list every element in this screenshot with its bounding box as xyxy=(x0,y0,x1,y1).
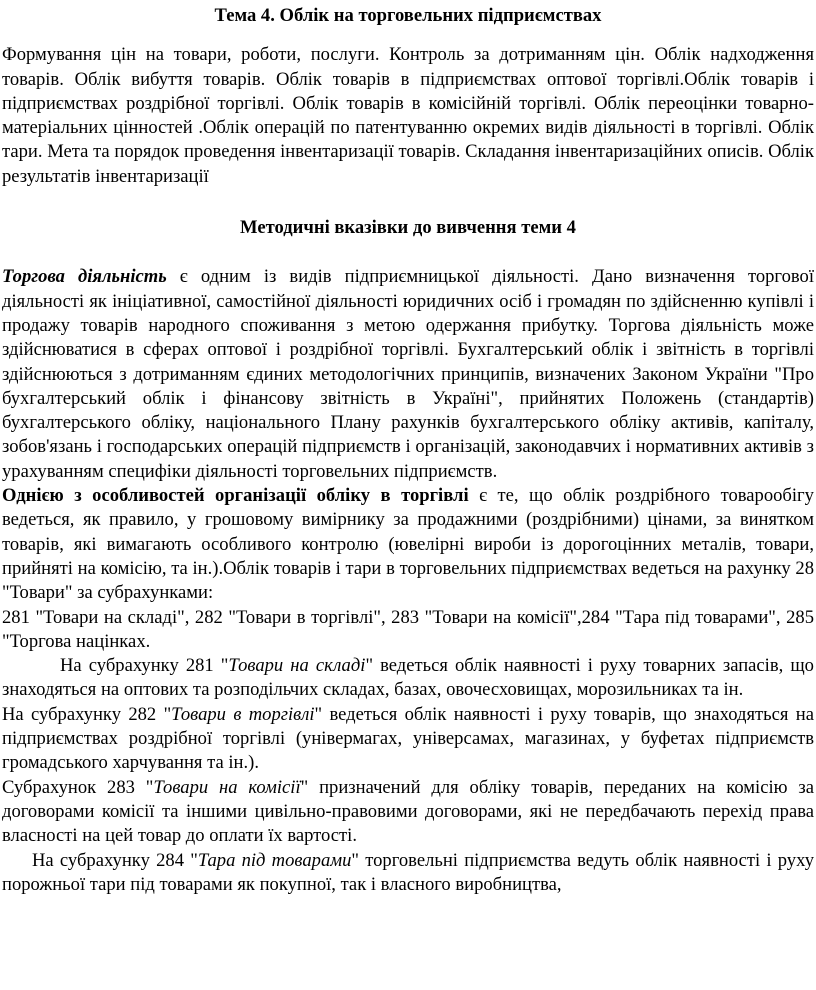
paragraph-trade-activity xyxy=(2,265,814,484)
paragraph-subaccount-283 xyxy=(2,776,814,849)
subaccount-name: Тара під товарами xyxy=(197,849,352,871)
text-fragment: На субрахунку 284 " xyxy=(32,849,198,871)
text-fragment: На субрахунку 281 " xyxy=(60,655,229,677)
bold-phrase: Однією з особливостей організації обліку в торгівлі xyxy=(2,485,469,507)
text-fragment: Субрахунок 283 " xyxy=(2,776,154,798)
text-fragment: " торговельні підприємства ведуть облік наявності і руху порожньої тари під товарами як покупної, так і власного виробництва, xyxy=(2,849,814,895)
topics-paragraph: Формування цін на товари, роботи, послуги. Контроль за дотриманням цін. Облік надходження товарів. Облік вибуття товарів. Облік товарів в підприємствах оптової торгівлі.Облік товарів і підприємствах роздрібної торгівлі. Облік товарів в комісійній торгівлі. Облік переоцінки товарно-матеріальних цінностей .Облік операцій по патентуванню окремих видів діяльності в торгівлі. Облік тари. Мета та порядок проведення інвентаризації товарів. Складання інвентаризаційних описів. Облік результатів інвентаризації xyxy=(2,44,814,187)
term-trade-activity: Торгова діяльність xyxy=(2,266,167,288)
paragraph-subaccount-281 xyxy=(2,654,814,703)
paragraph-subaccounts-list: 281 "Товари на складі", 282 "Товари в торгівлі", 283 "Товари на комісії",284 "Тара під товарами", 285 "Торгова націнках. xyxy=(2,606,814,652)
text-fragment: На субрахунку 282 " xyxy=(2,703,172,725)
paragraph-text: є те, що облік роздрібного товарообігу ведеться, як правило, у грошовому вимірнику за продажними (роздрібними) цінами, за винятком товарів, які вимагають особливого контролю (ювелірні вироби із дорогоцінних металів, товари, прийняті на комісію, та ін.).Облік товарів і тари в торговельних підприємствах ведеться на рахунку 28 "Товари" за субрахунками: xyxy=(2,485,814,604)
text-fragment: " ведеться облік наявності і руху товарів, що знаходяться на підприємствах роздрібної торгівлі (універмагах, універсамах, магазинах, у буфетах підприємств громадського харчування та ін.). xyxy=(2,703,814,774)
page-title: Тема 4. Облік на торговельних підприємствах xyxy=(214,5,602,26)
subaccount-name: Товари на складі xyxy=(228,655,366,677)
paragraph-subaccount-284 xyxy=(2,849,814,898)
text-fragment: " призначений для обліку товарів, переданих на комісію за договорами комісії та іншими цивільно-правовими договорами, які не передбачають перехід права власності на цей товар до оплати їх вартості. xyxy=(2,776,814,847)
subaccount-name: Товари в торгівлі xyxy=(171,703,315,725)
text-fragment: " ведеться облік наявності і руху товарних запасів, що знаходяться на оптових та розподільчих складах, базах, овочесховищах, морозильниках та ін. xyxy=(2,655,814,701)
paragraph-subaccount-282 xyxy=(2,703,814,776)
section-heading: Методичні вказівки до вивчення теми 4 xyxy=(240,217,576,239)
paragraph-text: є одним із видів підприємницької діяльності. Дано визначення торгової діяльності як ініціативної, самостійної діяльності юридичних осіб і громадян по здійсненню купівлі і продажу товарів народного споживання з метою одержання прибутку. Торгова діяльність може здійснюватися в сферах оптової і роздрібної торгівлі. Бухгалтерський облік і звітність в торгівлі здійснюються з дотриманням єдиних методологічних принципів, визначених Законом України "Про бухгалтерський облік і фінансову звітність в Україні", прийнятих Положень (стандартів) бухгалтерського обліку, національного Плану рахунків бухгалтерського обліку активів, капіталу, зобов'язань і господарських операцій підприємств і організацій, законодавчих і нормативних активів з урахуванням специфіки діяльності торговельних підприємств. xyxy=(2,266,815,482)
paragraph-accounting-feature xyxy=(2,484,814,605)
subaccount-name: Товари на комісії xyxy=(153,776,301,798)
